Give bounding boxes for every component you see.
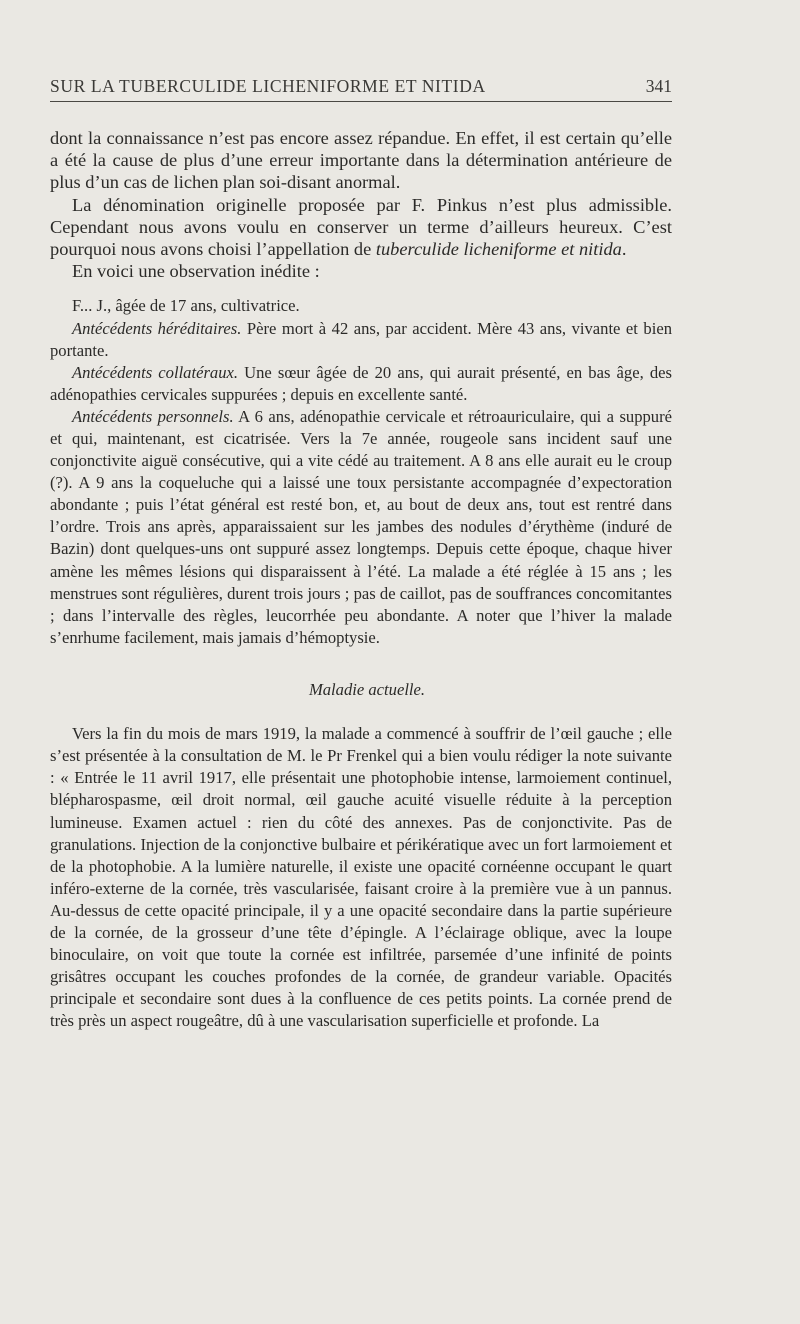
section-title: Maladie actuelle. — [308, 679, 426, 699]
hereditaires-text: Père mort à 42 ans, par accident. Mère 43 ans, vivante et bien portante. — [50, 318, 672, 360]
paragraph-intro: dont la connaissance n’est pas encore assez répandue. En effet, il est certain qu’elle a été la cause de plus d’une erreur importante dans la détermination antérieure de plus d’un cas de lichen plan soi-disant anormal. — [50, 128, 672, 193]
collateraux-label: Antécédents collatéraux. — [72, 362, 239, 382]
denomination-italic: tuberculide licheniforme et nitida — [375, 239, 622, 260]
collateraux-text: Une sœur âgée de 20 ans, qui aurait présenté, en bas âge, des adénopathies cervicales suppurées ; depuis en excellente santé. — [50, 362, 672, 404]
header-rule — [50, 101, 672, 102]
running-head — [50, 76, 672, 97]
running-title: SUR LA TUBERCULIDE LICHENIFORME ET NITIDA — [50, 76, 486, 96]
page-number: 341 — [645, 76, 672, 96]
paragraph-observation-intro: En voici une observation inédite : — [72, 261, 320, 282]
paragraph-maladie: Vers la fin du mois de mars 1919, la malade a commencé à souffrir de l’œil gauche ; elle s’est présentée à la consultation de M. le Pr Frenkel qui a bien voulu rédiger la note suivante : « Entrée le 11 avril 1917, elle présentait une photophobie intense, larmoiement continuel, blépharospasme, œil droit normal, œil gauche acuité visuelle réduite à la perception lumineuse. Examen actuel : rien du côté des annexes. Pas de conjonctivite. Pas de granulations. Injection de la conjonctive bulbaire et périkératique avec un fort larmoiement et de la photophobie. A la lumière naturelle, il existe une opacité cornéenne occupant le quart inféro-externe de la cornée, très vascularisée, faisant croire à la première vue à un pannus. Au-dessus de cette opacité principale, il y a une opacité secondaire dans la partie supérieure de la cornée, de la grosseur d’une tête d’épingle. A l’éclairage oblique, avec la loupe binoculaire, on voit que toute la cornée est infiltrée, parsemée d’une infinité de points grisâtres occupant les couches profondes de la cornée, de grandeur variable. Opacités principale et secondaire sont dues à la confluence de ces petits points. La cornée prend de très près un aspect rougeâtre, dû à une vascularisation superficielle et profonde. La — [50, 724, 672, 1031]
patient-line: F... J., âgée de 17 ans, cultivatrice. — [72, 296, 300, 316]
personnels-label: Antécédents personnels. — [72, 406, 234, 426]
personnels-text: A 6 ans, adénopathie cervicale et rétroauriculaire, qui a suppuré et qui, maintenant, est cicatrisée. Vers la 7e année, rougeole sans incident sauf une conjonctivite aiguë consécutive, qui a vite cédé au traitement. A 8 ans elle aurait eu le croup (?). A 9 ans la coqueluche qui a laissé une toux persistante accompagnée d’expectoration abondante ; puis l’état général est resté bon, et, au bout de deux ans, tout est rentré dans l’ordre. Trois ans après, apparaissaient sur les jambes des nodules d’érythème (induré de Bazin) dont quelques-uns ont suppuré assez longtemps. Depuis cette époque, chaque hiver amène les mêmes lésions qui disparaissent à l’été. La malade a été réglée à 15 ans ; les menstrues sont régulières, durent trois jours ; pas de caillot, pas de souffrances concomitantes ; dans l’intervalle des règles, leucorrhée peu abondante. A noter que l’hiver la malade s’enrhume facilement, mais jamais d’hémoptysie. — [50, 406, 672, 647]
paragraph-denomination — [50, 194, 672, 261]
paragraph-hereditaires — [50, 318, 672, 362]
paragraph-personnels — [50, 406, 672, 649]
denomination-end: . — [621, 239, 627, 260]
hereditaires-label: Antécédents héréditaires. — [72, 318, 242, 338]
denomination-text: La dénomination originelle proposée par F. Pinkus n’est plus admissible. Cependant nous avons voulu en conserver un terme d’ailleurs heureux. C’est pourquoi nous avons choisi l’appellation de — [50, 194, 672, 260]
body-text — [50, 127, 672, 1032]
paragraph-collateraux — [50, 362, 672, 406]
